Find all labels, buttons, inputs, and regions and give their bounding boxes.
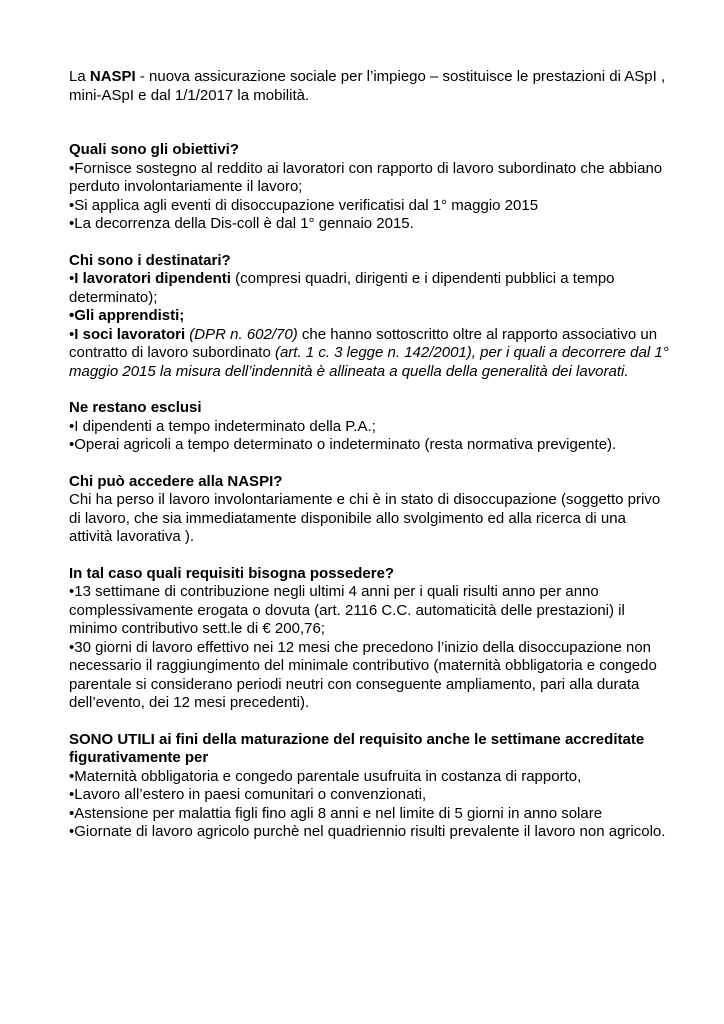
destinatari-item-citation: (DPR n. 602/70) — [185, 325, 298, 343]
requisiti-heading: In tal caso quali requisiti bisogna possedere? — [69, 564, 395, 582]
destinatari-item-note: (art. 1 c. 3 legge n. 142/2001), per i quali a decorrere dal 1° maggio 2015 la misura dell’indennità è allineata a quella della generalità dei lavorati. — [69, 344, 669, 380]
utili-item: • Lavoro all’estero in paesi comunitari o convenzionati, — [69, 786, 669, 805]
obiettivi-item: • La decorrenza della Dis-coll è dal 1° gennaio 2015. — [69, 215, 669, 234]
intro-text: - nuova assicurazione sociale per l’impiego – sostituisce le prestazioni di ASpI , mini-ASpI e dal 1/1/2017 la mobilità. — [69, 68, 666, 104]
destinatari-item — [69, 326, 669, 382]
destinatari-item — [69, 270, 669, 307]
obiettivi-item: • Si applica agli eventi di disoccupazione verificatisi dal 1° maggio 2015 — [69, 197, 669, 216]
accesso-heading: Chi può accedere alla NASPI? — [69, 472, 283, 490]
obiettivi-heading: Quali sono gli obiettivi? — [69, 141, 240, 158]
destinatari-item-text: (compresi quadri, dirigenti e i dipendenti pubblici a tempo determinato); — [69, 270, 615, 306]
utili-item: • Maternità obbligatoria e congedo parentale usufruita in costanza di rapporto, — [69, 768, 669, 787]
destinatari-heading: Chi sono i destinatari? — [69, 251, 231, 269]
utili-item: • Astensione per malattia figli fino agli 8 anni e nel limite di 5 giorni in anno solare — [69, 805, 669, 824]
requisiti-item: • 13 settimane di contribuzione negli ultimi 4 anni per i quali risulti anno per anno complessivamente erogata o dovuta (art. 2116 C.C. automaticità delle prestazioni) il minimo contributivo sett.le di € 200,76; — [69, 583, 669, 639]
destinatari-item: • Gli apprendisti; — [69, 307, 669, 326]
requisiti-item: • 30 giorni di lavoro effettivo nei 12 mesi che precedono l’inizio della disoccupazione non necessario il raggiungimento del minimale contributivo (maternità obbligatoria e congedo parentale si considerano periodi neutri con conseguente ampliamento, pari alla durata dell’evento, dei 12 mesi precedenti). — [69, 639, 669, 713]
esclusi-item: • Operai agricoli a tempo determinato o indeterminato (resta normativa previgente). — [69, 436, 669, 455]
esclusi-item: • I dipendenti a tempo indeterminato della P.A.; — [69, 418, 669, 437]
destinatari-item-strong: I soci lavoratori — [74, 325, 186, 343]
utili-item: • Giornate di lavoro agricolo purchè nel quadriennio risulti prevalente il lavoro non agricolo. — [69, 823, 669, 842]
destinatari-item-strong: I lavoratori dipendenti — [74, 270, 231, 287]
accesso-text: Chi ha perso il lavoro involontariamente e chi è in stato di disoccupazione (soggetto privo di lavoro, che sia immediatamente disponibile allo svolgimento ed alla ricerca di una attività lavorativa ). — [69, 491, 661, 545]
esclusi-heading: Ne restano esclusi — [69, 399, 202, 416]
obiettivi-item: • Fornisce sostegno al reddito ai lavoratori con rapporto di lavoro subordinato che abbiano perduto involontariamente il lavoro; — [69, 160, 669, 197]
document-body — [69, 68, 669, 842]
intro-paragraph — [69, 68, 669, 105]
intro-naspi: NASPI — [89, 68, 136, 85]
utili-heading: SONO UTILI ai fini della maturazione del requisito anche le settimane accreditate figurativamente per — [69, 730, 645, 766]
intro-prefix: La — [69, 68, 90, 85]
destinatari-item-text: che hanno sottoscritto oltre al rapporto associativo un contratto di lavoro subordinato — [69, 325, 658, 361]
